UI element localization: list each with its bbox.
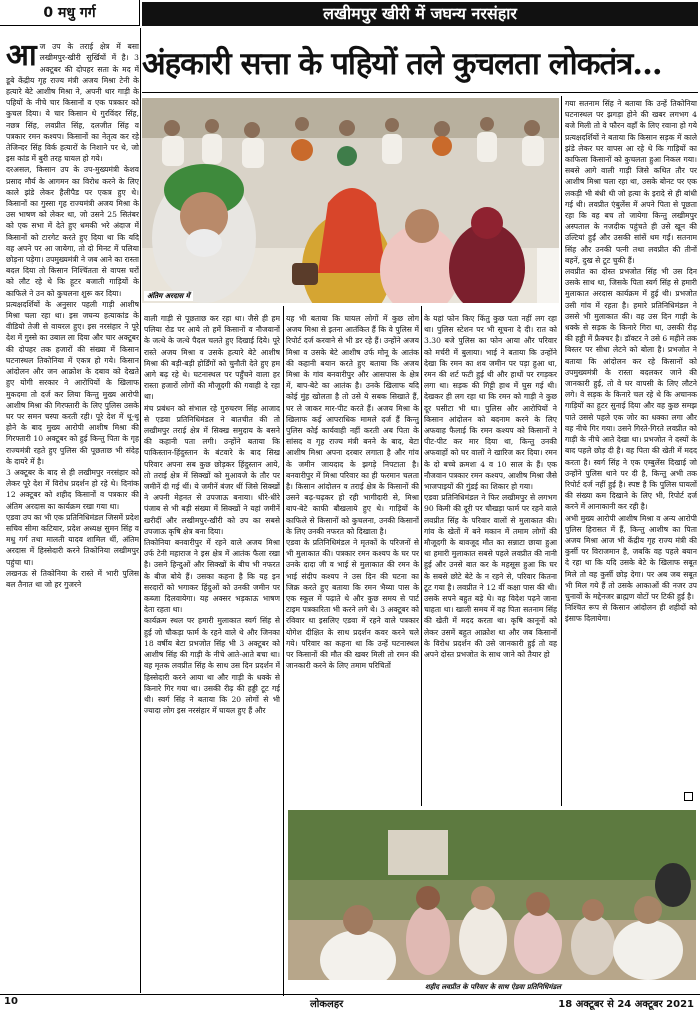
author-name: 0 मधु गर्ग bbox=[0, 0, 140, 26]
article-column-3: यह भी बताया कि घायल लोगों में कुछ लोग अजय मिश्रा से इतना आतंकित हैं कि वे पुलिस में रिपोर्ट दर्ज करवाने से भी डर रहे हैं। उन्होंने अजय मिश्रा व उसके बेटे आशीष उर्फ मोनू के आतंक की कहानी बयान करते हुए बताया कि अजय मिश्रा के गांव बनवारीपुर और आसपास के क्षेत्र में, बाप-बेटे का आतंक है। उनके खिलाफ यदि कोई मुंह खोलता है तो उसे ये सबक सिखाते हैं, घर ले जाकर मार-पीट करते हैं। अजय मिश्रा के खिलाफ कई आपराधिक मामले दर्ज हैं किन्तु पुलिस कोई कार्यवाही नहीं करती अब पिता के सांसद व गृह राज्य मंत्री बनने के बाद, बेटा आशीष मिश्रा अपना दरबार लगाता है और गांव के जमीन जायदाद के झगड़े निपटाता है। बनवारीपुर में मिश्रा परिवार का ही फरमान चलता है। किसान आंदोलन व तराई क्षेत्र के किसानों की उसने बढ़-चढ़कर हो रही भागीदारी से, मिश्रा बाप-बेटे काफी बौखलाये हुए थे। गाड़ियों के काफिले से किसानों को कुचलना, उनकी किसानों के लिए उनकी नफरत को दिखाता है। एडवा के प्रतिनिधिमंडल ने मृतकों के परिजनों से भी मुलाकात की। पत्रकार रमन कश्यप के घर पर उनके दादा जी व भाई से मुलाकात की रमन के भाई संदीप कश्यप ने उस दिन की घटना का जिक्र करते हुए बताया कि रमन भैय्या पास के एक स्कूल में पढ़ाते थे और कुछ समय से पार्ट टाइम पत्रकारिता भी करने लगे थे। 3 अक्टूबर को रविवार था इसलिए एडवा में रहने वाले पत्रकार योगेश दीक्षित के साथ प्रदर्शन कवर करने चले गये। परिवार का कहना था कि उन्हें घटनास्थल पर किसानों की मौत की खबर मिली तो रमन की जानकारी करने के लिए तमाम परिचितों bbox=[286, 314, 419, 671]
issue-date: 18 अक्टूबर से 24 अक्टूबर 2021 bbox=[558, 999, 694, 1010]
photo-top-caption: अंतिम अरदास में bbox=[144, 291, 193, 301]
column-1-text: ज उप के तराई क्षेत्र में बसा लखीमपुर-खीरी सुर्खियों में है। 3 अक्टूबर की दोपहर सता के मद में डूबे केंद्रीय गृह राज्य मंत्री अजय मिश्रा टेनी के हत्यारे बेटे आशीष मिश्रा ने, अपनी थार गाड़ी के पहियों के नीचे चार किसानों व एक पत्रकार को कुचल दिया। ये चार किसान थे गुरविंदर सिंह, नछत्र सिंह, लवप्रीत सिंह, दलजीत सिंह व पत्रकार रमन कश्यप। किसानों का नेतृत्व कर रहे तेजिन्दर सिंह विर्क हत्यारों के निशाने पर थे, जो इस कांड में बुरी तरह घायल हो गये। दरअसल, किसान उप के उप-मुख्यमंत्री केशव प्रसाद मौर्य के आगमन का विरोध करने के लिए काले झंडे लेकर हैलीपैड पर एकत्र हुए थे। किसानों का गुस्सा गृह राज्यमंत्री अजय मिश्रा के उस भाषण को लेकर था, जो उसने 25 सितंबर को एक सभा में देते हुए धमकी भरे अंदाज में किसानों को टारगेट करते हुए दिया था कि यदि वह अपने पर आ जायेगा, तो दो मिनट में पलिया छोड़ना पड़ेगा। उपमुख्यमंत्री ने जब आने का रास्ता बदल दिया तो किसान निश्चिंतता से वापस घरों को लौट रहे थे कि हूटर बजाती गाड़ियों के काफिले ने उन को कुचलना शुरू कर दिया। प्रत्यक्षदर्शियों के अनुसार पहली गाड़ी आशीष मिश्रा चला रहा था। इस जघन्य हत्याकांड के वीडियो तेजी से वायरल हुए। इस नरसंहार ने पूरे देश में गुस्से का उबाल ला दिया और चार अक्टूबर की दोपहर तक हजारों की संख्या में किसान घटनास्थल तिकोनिया में एकत्र हो गये। किसान आंदोलन और जन आक्रोश के दबाव को देखते हुए योगी सरकार ने आरोपियों के खिलाफ मुकदमा तो दर्ज कर लिया किन्तु मुख्य आरोपी आशीष मिश्रा की गिरफ्तारी के लिए पुलिस उसके घर पर समन चस्पा करती रही। पूरे देश में थू-थू होने के बाद मुख्य आरोपी आशीष मिश्रा की गिरफ्तारी 10 अक्टूबर को हुई किन्तु पिता के गृह राज्यमंत्री रहते हुए पुलिस की पूछताछ भी संदेह के दायरे में है। 3 अक्टूबर के बाद से ही लखीमपुर नरसंहार को लेकर पूरे देश में विरोध प्रदर्शन हो रहे थे। दिनांक 12 अक्टूबर को शहीद किसानों व पत्रकार की अंतिम अरदास का कार्यक्रम रखा गया था। एडवा उप का भी एक प्रतिनिधिमंडल जिसमें प्रदेश सचिव सीमा कटियार, प्रदेश अध्यक्ष सुमन सिंह व मधु गर्ग तथा मालती यादव शामिल थीं, अंतिम अरदास में हिस्सेदारी करने तिकोनिया लखीमपुर पहुंचा था। लखनऊ से तिकोनिया के रास्ते में भारी पुलिस बल तैनात था जो हर गुजरने bbox=[6, 42, 139, 589]
article-column-1 bbox=[6, 30, 139, 992]
photo-family-image bbox=[288, 810, 696, 980]
photo-ardas-image bbox=[142, 98, 559, 303]
column-divider bbox=[561, 96, 562, 806]
column-divider bbox=[421, 306, 422, 806]
column-divider bbox=[283, 306, 284, 996]
column-divider bbox=[140, 28, 141, 993]
headline-rule bbox=[142, 92, 698, 93]
section-strip: लखीमपुर खीरी में जघन्य नरसंहार bbox=[142, 2, 698, 26]
drop-cap: आ bbox=[6, 38, 37, 74]
photo-bottom-caption: शहीद लवप्रीत के परिवार के साथ ऐडवा प्रतिनिधिमंडल bbox=[424, 982, 562, 991]
headline: अंहकारी सत्ता के पहियों तले कुचलता लोकतंत्र... bbox=[142, 46, 662, 82]
end-mark-icon bbox=[684, 792, 693, 801]
page-number: 10 bbox=[4, 996, 18, 1007]
photo-ardas bbox=[142, 98, 559, 303]
article-column-2: वाली गाड़ी से पूछताछ कर रहा था। जैसे ही हम पलिया रोड पर आये तो हमें किसानों व नौजवानों के जत्थे के जत्थे पैदल चलते हुए दिखाई दिये। पूरे रास्ते अजय मिश्रा व उसके हत्यारे बेटे आशीष मिश्रा की बड़ी-बड़ी होर्डिंगों को चुनौती देते हुए हम आगे बढ़ रहे थे। घटनास्थल पर पहुँचने वाला हर रास्ता हजारों लोगों की मौजूदगी की गवाही दे रहा था। मंच प्रबंधन को संभाल रहे गुरुचरण सिंह आजाद से एडवा प्रतिनिधिमंडल ने बातचीत की तो लखीमपुर तराई क्षेत्र में सिक्ख समुदाय के बसने की कहानी पता लगी। उन्होंने बताया कि पाकिस्तान-हिंदुस्तान के बंटवारे के बाद सिख परिवार अपना सब कुछ छोड़कर हिंदुस्तान आये, तो तराई क्षेत्र में सिक्खों को मुआवजे के तौर पर जमीनें दी गई थीं। ये जमीनें बंजर थीं जिसे सिक्खों ने अपनी मेहनत से उपजाऊ बनाया। धीरे-धीरे पंजाब से भी बड़ी संख्या में सिक्खों ने यहां जमीनें खरीदीं और लखीमपुर-खीरी को उप का सबसे उपजाऊ कृषि क्षेत्र बना दिया। तिकोनिया बनवारीपुर में रहने वाले अजय मिश्रा उर्फ टेनी महाराज ने इस क्षेत्र में आतंक फैला रखा है। उसने हिन्दुओं और सिक्खों के बीच भी नफरत के बीज बोये हैं। उसका कहना है कि यह इन सरदारों को भगाकर हिंदुओं को उनकी जमीन पर कब्जा दिलवायेगा। यह अक्सर भड़काऊ भाषण देता रहता था। कार्यक्रम स्थल पर हमारी मुलाकात स्वर्ग सिंह से हुई जो चौकड़ा फार्म के रहने वाले थे और जिनका 18 वर्षीय बेटा प्रभजोत सिंह भी 3 अक्टूबर को आशीष सिंह की गाड़ी के नीचे आते-आते बचा था। वह मृतक लवप्रीत सिंह के साथ उस दिन प्रदर्शन में हिस्सेदारी करने आया था और गाड़ी के धक्के से किनारे गिर गया था। उसकी रीढ़ की हड्डी टूट गई थी। स्वर्ग सिंह ने बताया कि 20 लोगों से भी ज्यादा लोग इस नरसंहार में घायल हुए हैं और bbox=[144, 314, 280, 716]
photo-family bbox=[288, 810, 696, 980]
publication-name: लोकलहर bbox=[310, 999, 344, 1010]
article-column-5: गया सतनाम सिंह ने बताया कि उन्हें तिकोनिया घटनास्थल पर झगड़ा होने की खबर लगभग 4 बजे मिली तो वे फौरन वहाँ के लिए रवाना हो गये प्रत्यक्षदर्शियों ने बताया कि किसान सड़क में काले झंडे लेकर घर वापस आ रहे थे कि गाड़ियों का काफिला किसानों को कुचलता हुआ निकल गया। सबसे आगे वाली गाड़ी जिसे कथित तौर पर आशीष मिश्रा चला रहा था, उसके बोनट पर एक लकड़ी भी बंधी थी जो हत्या के इरादे से ही बांधी गई थी। लवप्रीत एंबुलेंस में अपने पिता से पूछता रहा कि वह बच तो जायेगा किन्तु लखीमपुर अस्पताल के नजदीक पहुंचते ही उसे खून की उल्टियां हुईं और उसकी सांसें थम गईं। सतनाम सिंह और उनकी पत्नी तथा लवप्रीत की तीनों बहनें, दुख से टूट चुकी हैं। लवप्रीत का दोस्त प्रभजोत सिंह भी उस दिन उसके साथ था, जिसके पिता स्वर्ग सिंह से हमारी मुलाकात अरदास कार्यक्रम में हुई थी। प्रभजोत उसी गांव में रहता है। हमारे प्रतिनिधिमंडल ने उससे भी मुलाकात की। वह उस दिन गाड़ी के धक्के से सड़क के किनारे गिरा था, उसकी रीढ़ की हड्डी में फ्रैक्चर है। डॉक्टर ने उसे 6 महीने तक बिस्तर पर सीधा लेटने को बोला है। प्रभजोत ने बताया कि आंदोलन कर रहे किसानों को उपमुख्यमंत्री के रास्ता बदलकर जाने की जानकारी हुई, तो वे घर वापसी के लिए लौटने लगे। वे सड़क के किनारे चल रहे थे कि अचानक गाड़ियों का हूटर सुनाई दिया और वह कुछ समझ पाते उससे पहले एक जोर का धक्का लगा और वह नीचे गिर गया। उसने गिरते-गिरते लवप्रीत को गाड़ी के नीचे आते देखा था। प्रभजोत ने दस्यों के बाद पहले छोड़ दी है। वह पिता की खेती में मदद करता है। स्वर्ग सिंह ने एक एम्बुलेंस दिखाई जो उन्होंने पुलिस थाने पर दी है, किन्तु अभी तक रिपोर्ट दर्ज नहीं हुई है। स्पष्ट है कि पुलिस घायलों की संख्या कम दिखाने के लिए भी, रिपोर्ट दर्ज करने में आनाकानी कर रही है। अभी मुख्य आरोपी आशीष मिश्रा व अन्य आरोपी पुलिस हिरासत में हैं, किन्तु आशीष का पिता अजय मिश्रा आज भी केंद्रीय गृह राज्य मंत्री की कुर्सी पर विराजमान है, जबकि वह पहले बयान दे रहा था कि यदि उसके बेटे के खिलाफ सबूत मिले तो वह कुर्सी छोड़ देगा। पर अब जब सबूत भी मिल गये हैं तो उसके आकाओं की नजर उप चुनावों के मद्देनजर ब्राह्मण वोटों पर टिकी हुई है। निश्चित रूप से किसान आंदोलन ही शहीदों को इंसाफ दिलायेगा। bbox=[565, 99, 697, 624]
article-column-4: के यहां फोन किए किंतु कुछ पता नहीं लग रहा था। पुलिस स्टेशन पर भी सूचना दे दी। रात को 3.30 बजे पुलिस का फोन आया और परिवार को मर्चरी में बुलाया। भाई ने बताया कि उन्होंने देखा कि रमन का शव जमीन पर पड़ा हुआ था, रमन की शर्ट फटी हुई थी और हाथों पर रगड़कर लगा था। सड़क की गिट्टी हाथ में घुस गई थी। देखकर ही लग रहा था कि रमन को गाड़ी ने कुछ दूर घसीटा भी था। पुलिस और आरोपियों ने किसान आंदोलन को बदनाम करने के लिए अफवाह फैलाई कि रमन कश्यप को किसानों ने पीट-पीट कर मार दिया था, किन्तु उनकी अफवाहों को घर वालों ने खारिज कर दिया। रमन के दो बच्चे क्रमशः 4 व 10 साल के हैं। एक नौजवान पत्रकार रमन कश्यप, आशीष मिश्रा जैसे भाजपाइयों की गुंडई का शिकार हो गया। एडवा प्रतिनिधिमंडल ने फिर लखीमपुर से लगभग 90 किमी की दूरी पर चौखड़ा फार्म पर रहने वाले लवप्रीत सिंह के परिवार वालों से मुलाकात की। गांव के खेतों में बने मकान में तमाम लोगों की मौजूदगी के बावजूद मौत का सन्नाटा छाया हुआ था हमारी मुलाकात सबसे पहले लवप्रीत की नानी हुई और उनसे बात कर के महसूस हुआ कि घर के सबसे छोटे बेटे के न रहने से, परिवार कितना टूट गया है। लवप्रीत ने 12 वीं कक्षा पास की थी। उसके सपने बहुत बड़े थे। वह विदेश पढ़ने जाना चाहता था। खाली समय में वह पिता सतनाम सिंह की खेती में मदद करता था। कृषि कानूनों को लेकर उसमें बहुत आक्रोश था और जब किसानों के विरोध प्रदर्शन की उसे जानकारी हुई तो वह अपने दोस्त प्रभजोत के साथ जाने को तैयार हो bbox=[424, 314, 557, 660]
footer-rule bbox=[0, 994, 700, 995]
